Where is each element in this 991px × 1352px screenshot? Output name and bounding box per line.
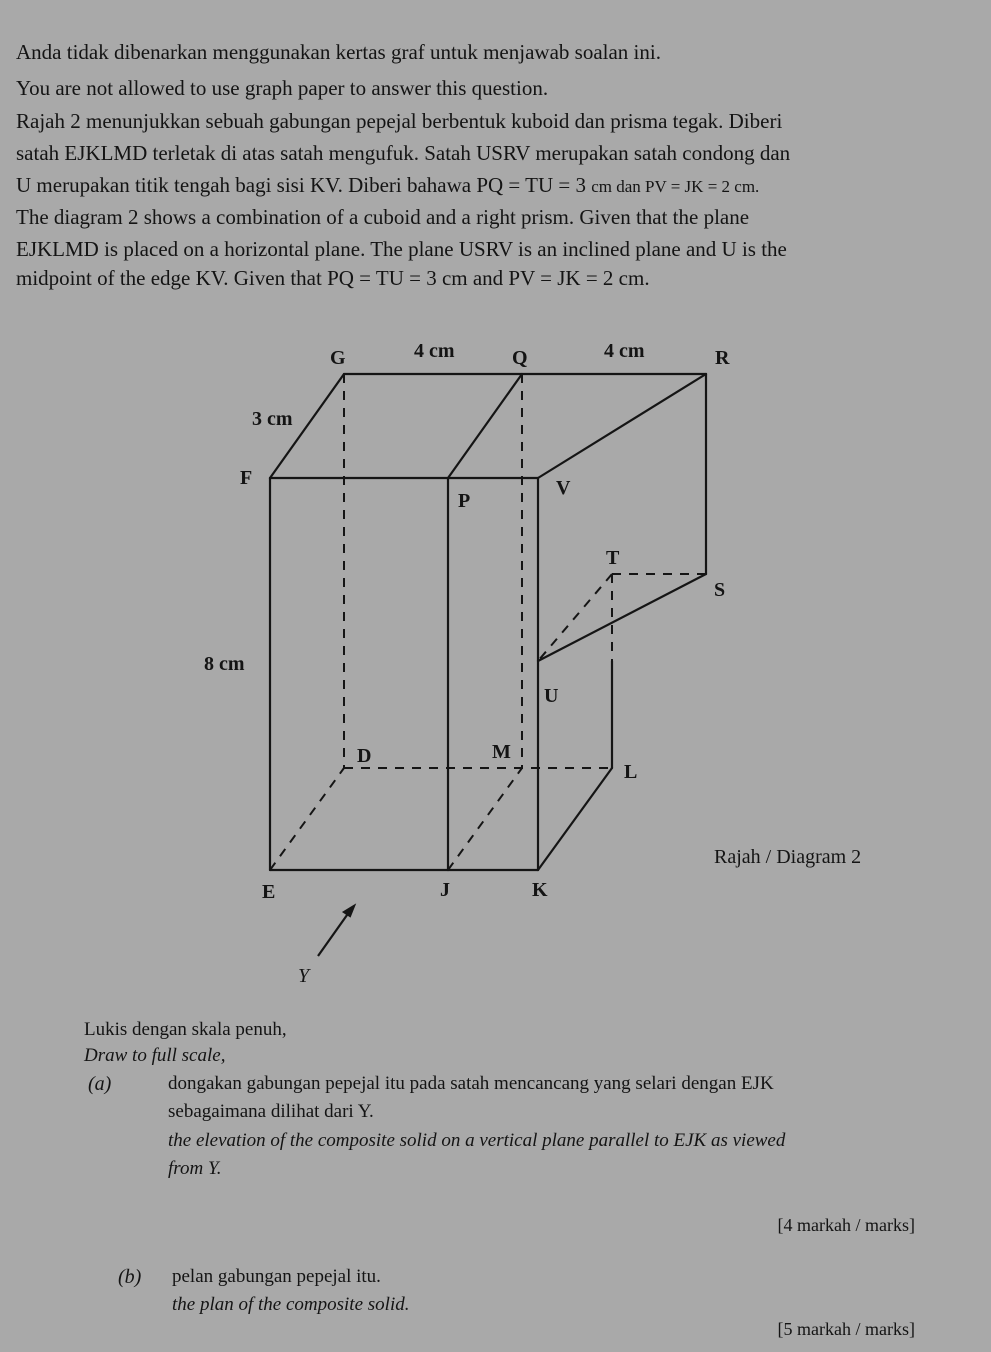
label-r: R (715, 347, 730, 369)
diagram-caption: Rajah / Diagram 2 (714, 846, 862, 868)
dimension-fg: 3 cm (252, 408, 293, 430)
description-en-line-2: EJKLMD is placed on a horizontal plane. The plane USRV is an inclined plane and U is the (16, 237, 787, 261)
hidden-edge-ed (270, 768, 344, 870)
hidden-edge-jm (448, 768, 522, 870)
label-g: G (330, 347, 346, 369)
part-a-en-cont: from Y. (168, 1158, 222, 1179)
part-b-label: (b) (118, 1266, 142, 1288)
description-ms-line-2: satah EJKLMD terletak di atas satah mengufuk. Satah USRV merupakan satah condong dan (16, 141, 791, 165)
draw-instruction-ms: Lukis dengan skala penuh, (84, 1019, 287, 1040)
part-b-marks: [5 markah / marks] (777, 1319, 915, 1339)
part-a-ms-cont: sebagaimana dilihat dari Y. (168, 1101, 374, 1122)
view-arrow-y-head (344, 906, 354, 916)
label-u: U (544, 685, 559, 707)
label-l: L (624, 761, 638, 783)
edge-su (538, 574, 706, 661)
label-e: E (262, 881, 276, 903)
part-a-en: the elevation of the composite solid on a vertical plane parallel to EJK as viewed (168, 1130, 786, 1151)
description-en-line-1: The diagram 2 shows a combination of a cuboid and a right prism. Given that the plane (16, 205, 750, 229)
hidden-edge-tu (538, 574, 612, 661)
description-ms-line-1: Rajah 2 menunjukkan sebuah gabungan pepejal berbentuk kuboid dan prisma tegak. Diberi (16, 109, 783, 133)
description-ms-line-3a: U merupakan titik tengah bagi sisi KV. Diberi bahawa PQ = TU = 3 (16, 173, 586, 197)
dimension-height: 8 cm (204, 653, 245, 675)
part-a-label: (a) (88, 1073, 112, 1095)
label-f: F (240, 467, 253, 489)
label-j: J (440, 879, 450, 901)
dimension-qr: 4 cm (604, 340, 645, 362)
description-en-line-3: midpoint of the edge KV. Given that PQ = TU = 3 cm and PV = JK = 2 cm. (16, 266, 650, 290)
label-y: Y (298, 965, 310, 987)
dimension-gq: 4 cm (414, 340, 455, 362)
description-ms-line-3 (16, 173, 759, 198)
label-k: K (532, 879, 548, 901)
edge-pq (448, 374, 522, 478)
label-v: V (556, 477, 571, 499)
label-t: T (606, 547, 620, 569)
edge-kl (538, 768, 612, 870)
label-p: P (458, 490, 471, 512)
instruction-no-graph-ms: Anda tidak dibenarkan menggunakan kertas graf untuk menjawab soalan ini. (16, 40, 661, 64)
edge-vr (538, 374, 706, 478)
part-a-ms: dongakan gabungan pepejal itu pada satah mencancang yang selari dengan EJK (168, 1073, 774, 1094)
part-b-ms: pelan gabungan pepejal itu. (172, 1266, 381, 1287)
part-a-marks: [4 markah / marks] (777, 1215, 915, 1235)
label-s: S (714, 579, 726, 601)
label-q: Q (512, 347, 528, 369)
label-d: D (357, 745, 372, 767)
instruction-no-graph-en: You are not allowed to use graph paper to answer this question. (16, 76, 549, 100)
label-m: M (492, 741, 511, 763)
draw-instruction-en: Draw to full scale, (84, 1045, 226, 1066)
part-b-en: the plan of the composite solid. (172, 1294, 410, 1315)
composite-solid-diagram (0, 300, 991, 1000)
description-ms-line-3b: cm dan PV = JK = 2 cm. (591, 177, 760, 196)
